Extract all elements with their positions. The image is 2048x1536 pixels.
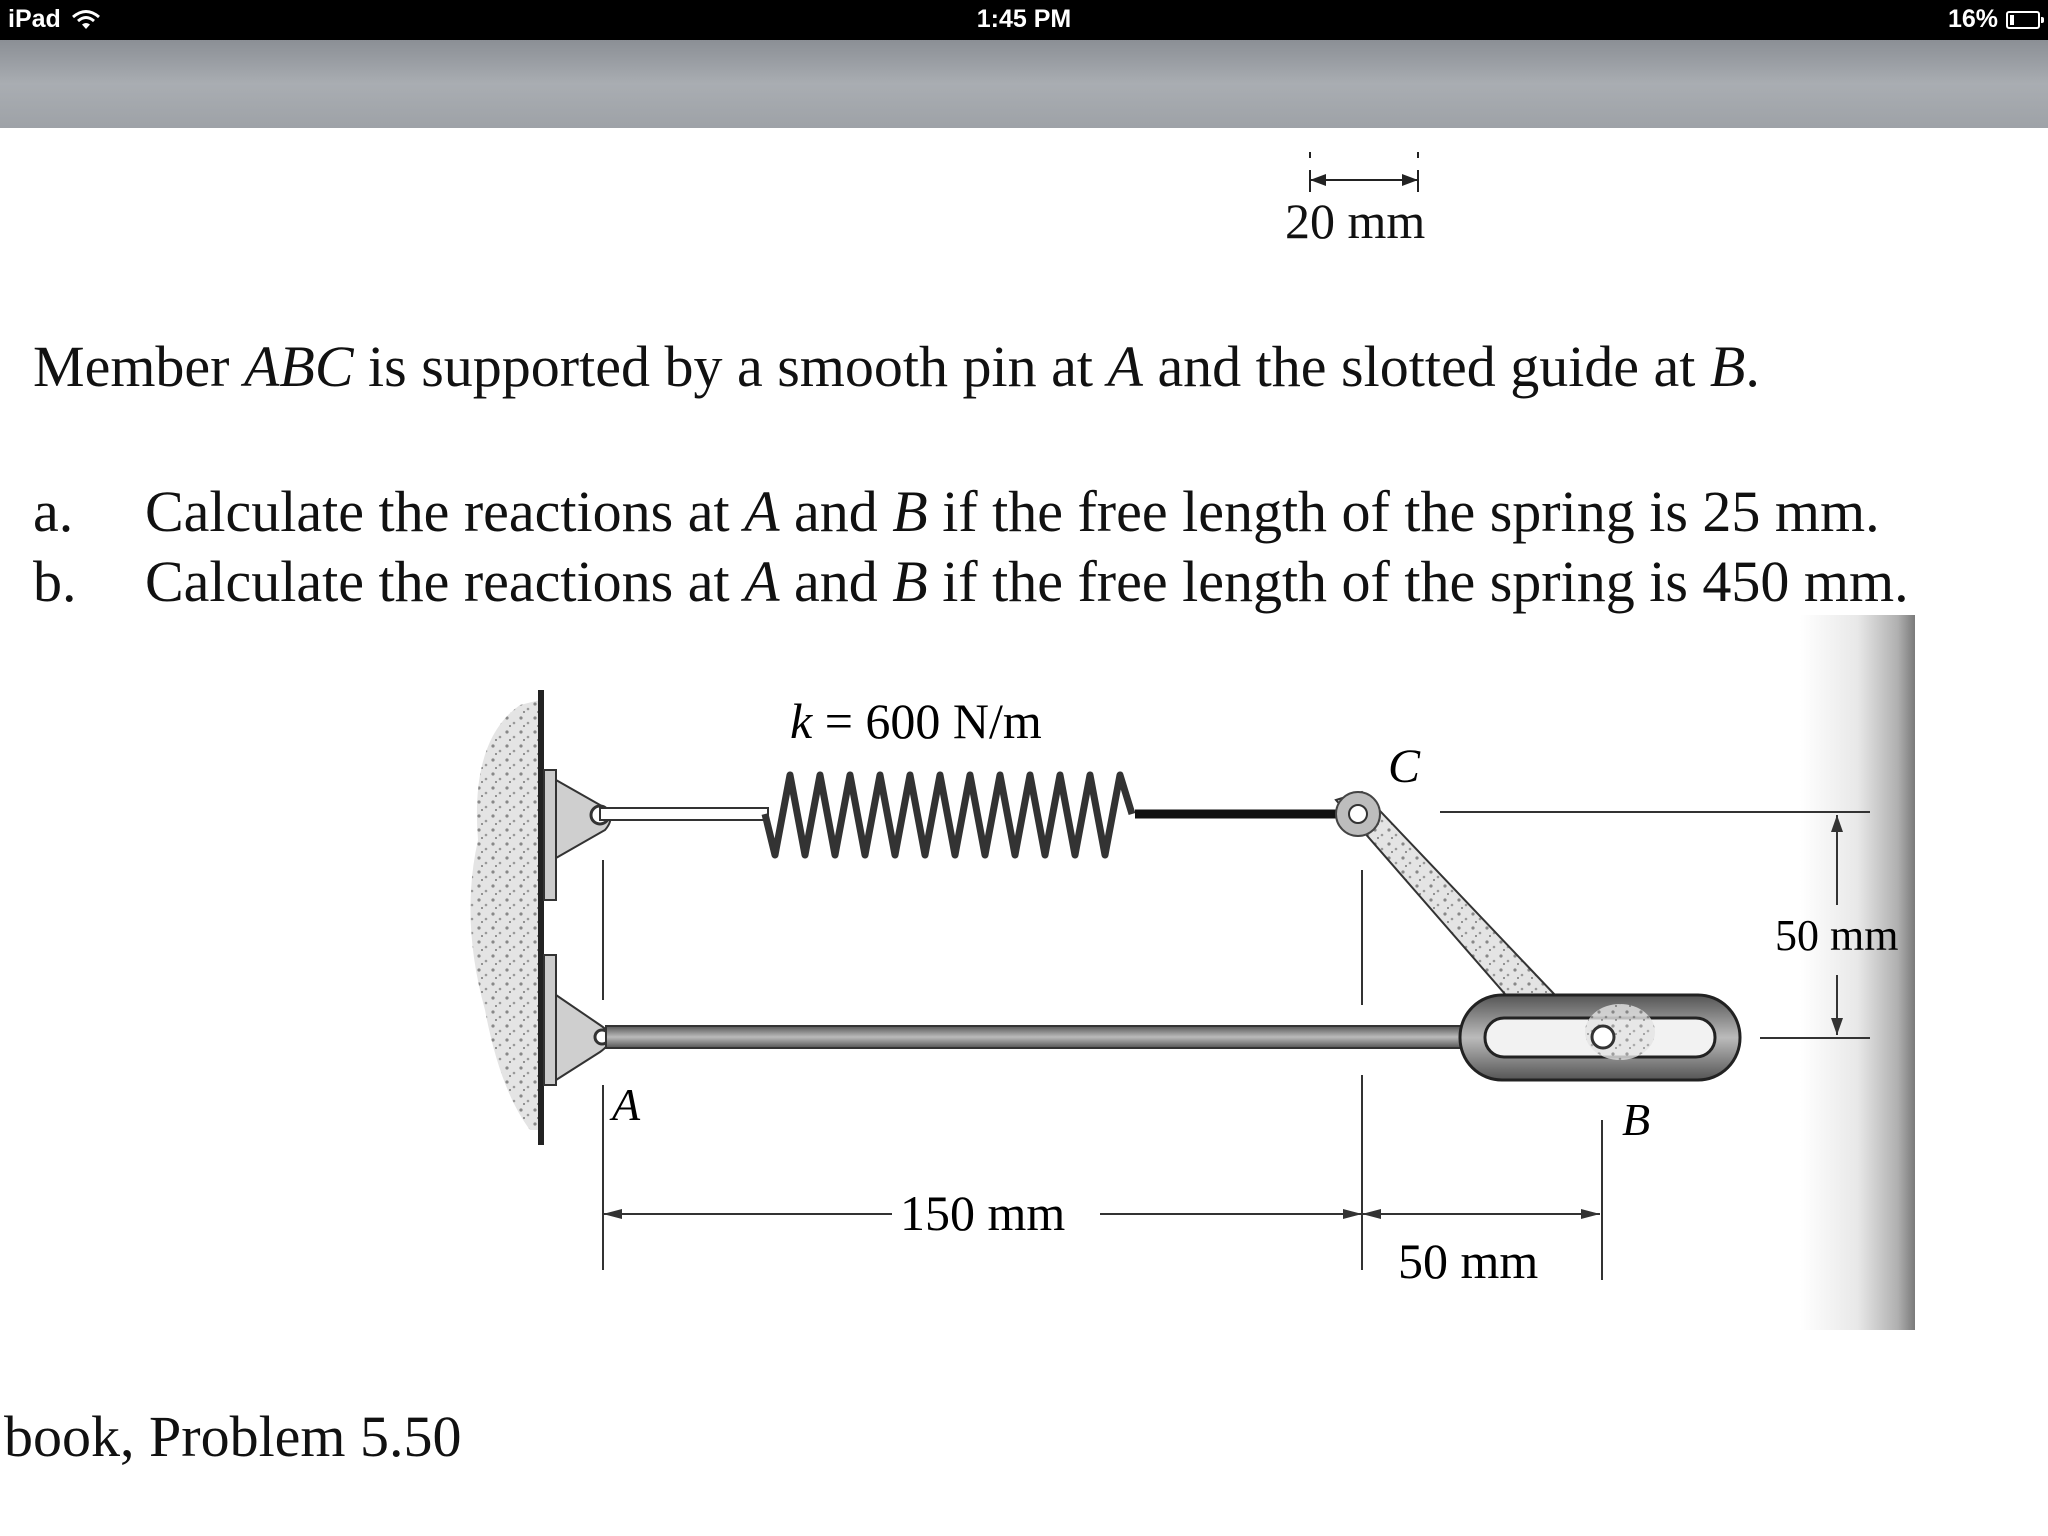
spring-k-var: k xyxy=(790,693,813,749)
battery-icon xyxy=(2006,11,2040,29)
left-ground-support xyxy=(470,690,544,1145)
task-letter: a. xyxy=(33,479,74,544)
spring-k-value: = 600 N/m xyxy=(812,693,1042,749)
task-letter: b. xyxy=(33,549,77,614)
statement-var: B xyxy=(1709,334,1746,399)
task-text-part: if the free length of the spring is 25 mm. xyxy=(927,479,1880,544)
statement-var: ABC xyxy=(244,334,354,399)
task-var: B xyxy=(892,479,928,544)
statement-text: . xyxy=(1745,334,1760,399)
statement-text: Member xyxy=(33,334,244,399)
vertical-dimension-label: 50 mm xyxy=(1775,911,1899,960)
horizontal-dimension-label-2: 50 mm xyxy=(1398,1233,1539,1289)
task-text-part: and xyxy=(779,549,893,614)
horizontal-dimension xyxy=(603,1209,1600,1219)
label-a: A xyxy=(612,1079,641,1130)
task-var: A xyxy=(744,549,780,614)
task-text xyxy=(145,548,1909,615)
task-text xyxy=(145,478,1880,545)
spring-constant-label xyxy=(790,693,1042,749)
battery-percent: 16% xyxy=(1947,5,1998,33)
status-bar xyxy=(0,0,2048,40)
task-text-part: Calculate the reactions at xyxy=(145,479,745,544)
right-wall xyxy=(1800,615,1915,1330)
statement-var: A xyxy=(1107,334,1143,399)
task-var: B xyxy=(892,549,928,614)
lower-mount-plate xyxy=(544,955,556,1085)
horizontal-dimension-label-1: 150 mm xyxy=(900,1185,1066,1241)
app-toolbar[interactable] xyxy=(0,40,2048,128)
spring xyxy=(765,775,1132,855)
label-c: C xyxy=(1388,740,1421,793)
statement-text: is supported by a smooth pin at xyxy=(353,334,1108,399)
top-dimension-label: 20 mm xyxy=(1285,193,1426,249)
task-text-part: if the free length of the spring is 450 mm. xyxy=(927,549,1909,614)
clock: 1:45 PM xyxy=(976,5,1072,33)
footer-caption: book, Problem 5.50 xyxy=(4,1404,462,1469)
device-name: iPad xyxy=(8,5,61,33)
spring-rod xyxy=(600,808,768,820)
horizontal-bar xyxy=(606,1026,1476,1048)
upper-mount-plate xyxy=(544,770,556,900)
task-text-part: Calculate the reactions at xyxy=(145,549,745,614)
mechanism-figure xyxy=(440,615,1920,1355)
statement-text: and the slotted guide at xyxy=(1142,334,1710,399)
pin-c-center xyxy=(1349,805,1367,823)
slotted-guide xyxy=(1460,995,1740,1080)
task-var: A xyxy=(744,479,780,544)
problem-statement xyxy=(33,333,1760,400)
label-b: B xyxy=(1622,1094,1651,1145)
task-text-part: and xyxy=(779,479,893,544)
status-right xyxy=(1948,5,2040,34)
